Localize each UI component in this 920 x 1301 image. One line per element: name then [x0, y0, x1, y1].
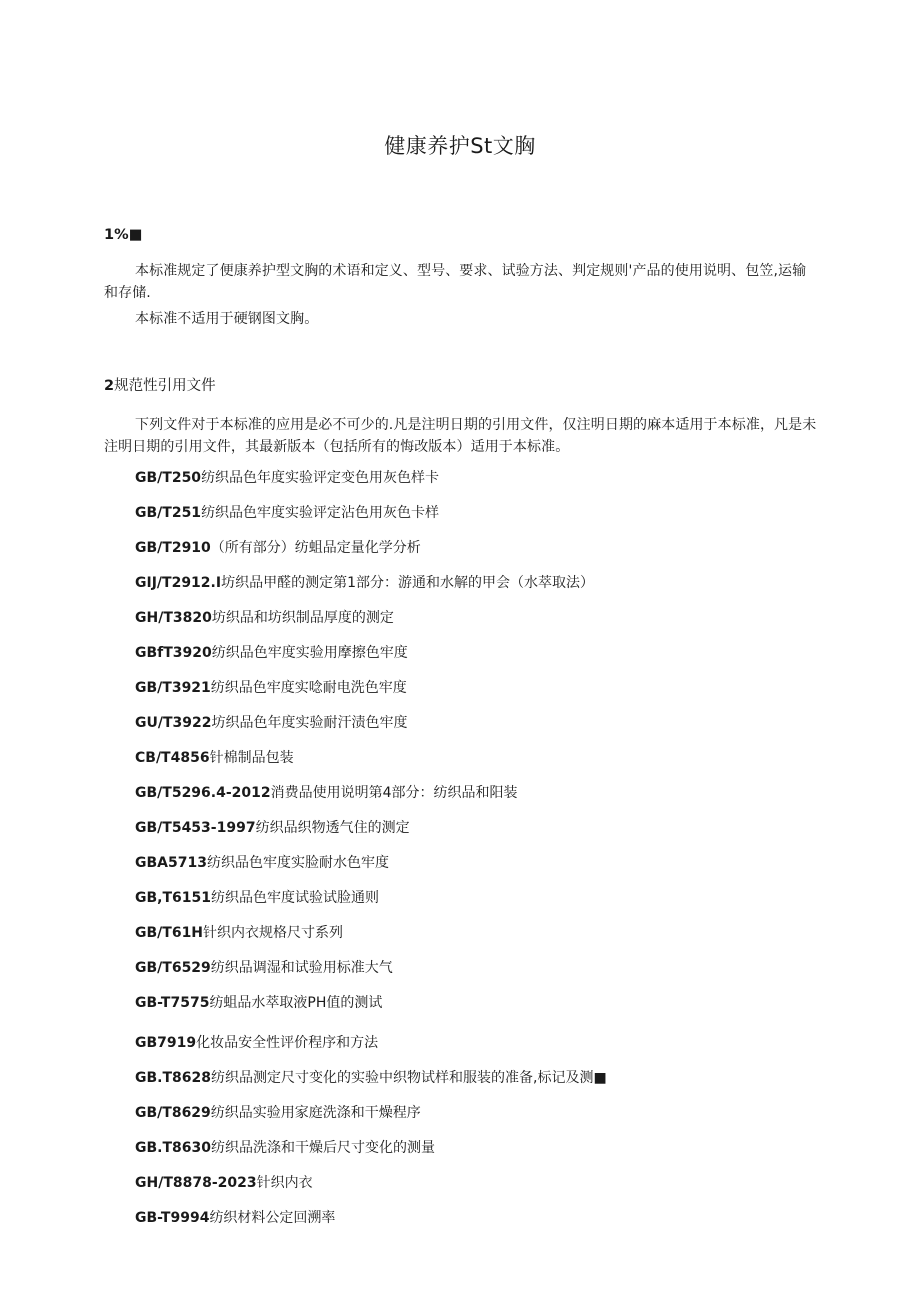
- section-2-heading: [104, 376, 216, 396]
- reference-item: [135, 643, 408, 663]
- reference-item: [135, 958, 393, 978]
- reference-item: [135, 923, 343, 943]
- reference-item: [135, 713, 408, 733]
- reference-code: GB.T8630: [135, 1140, 211, 1156]
- reference-code: GB/T5296.4-2012: [135, 785, 271, 801]
- reference-code: GB/T3921: [135, 680, 211, 696]
- reference-code: GB.T8628: [135, 1070, 211, 1086]
- reference-code: GB-T7575: [135, 995, 210, 1011]
- reference-title: 消费品使用说明第4部分：纺织品和阳装: [270, 785, 518, 801]
- reference-code: GBfT3920: [135, 645, 212, 661]
- reference-code: GB/T251: [135, 505, 202, 521]
- reference-title: 纺织品洗涤和干燥后尺寸变化的测量: [211, 1140, 435, 1156]
- section-1-paragraph-1: 本标准规定了便康养护型文胸的术语和定义、型号、要求、试验方法、判定规则'产品的使用说明、包笠,运输和存储.: [104, 263, 807, 301]
- reference-title: 纺织品色牢度实唸耐电洗色牢度: [210, 680, 407, 696]
- reference-title: 纺织品色牢度实脸耐水色牢度: [206, 855, 389, 871]
- section-2-heading-number: 2: [104, 378, 115, 394]
- reference-code: GIJ/T2912.I: [135, 575, 222, 591]
- reference-item: [135, 608, 394, 628]
- reference-code: GB/T6529: [135, 960, 211, 976]
- reference-title: 纺织材料公定回溯率: [209, 1210, 336, 1226]
- reference-item: [135, 888, 379, 908]
- reference-item: [135, 748, 294, 768]
- document-title: 健康养护St文胸: [384, 134, 536, 158]
- reference-title: （所有部分）纺蛆品定量化学分析: [210, 540, 421, 556]
- section-1-heading: [104, 225, 142, 245]
- reference-item: [135, 853, 389, 873]
- reference-code: GU/T3922: [135, 715, 212, 731]
- reference-code: GB-T9994: [135, 1210, 210, 1226]
- reference-title: 纺织品色牢度实验用摩擦色牢度: [211, 645, 408, 661]
- reference-code: GB7919: [135, 1035, 197, 1051]
- reference-code: GBA5713: [135, 855, 207, 871]
- reference-item: [135, 1068, 607, 1088]
- reference-title: 针织内衣规格尺寸系列: [203, 925, 344, 941]
- reference-code: GB/T5453-1997: [135, 820, 256, 836]
- reference-code: GH/T3820: [135, 610, 212, 626]
- reference-title: 坊织品色年度实验耐汗渍色牢度: [211, 715, 408, 731]
- reference-title: 化妆品安全性评价程序和方法: [196, 1035, 379, 1051]
- reference-item: [135, 678, 407, 698]
- reference-item: [135, 1033, 378, 1053]
- section-1-heading-text: 1%■: [104, 227, 143, 243]
- reference-item: [135, 538, 421, 558]
- reference-item: [135, 993, 382, 1013]
- section-2-heading-text: 规范性引用文件: [114, 378, 216, 394]
- section-1-paragraph-2: 本标准不适用于硬钢图文胸。: [135, 311, 319, 327]
- reference-item: [135, 818, 410, 838]
- reference-item: [135, 573, 594, 593]
- reference-code: GB/T250: [135, 470, 202, 486]
- reference-title: 针织内衣: [256, 1175, 313, 1191]
- reference-code: GB/T61H: [135, 925, 204, 941]
- reference-title: 纺织品色牢度试验试脸通则: [211, 890, 379, 906]
- reference-title: 纺织品色牢度实验评定沾色用灰色卡样: [201, 505, 440, 521]
- reference-title: 纺织品实验用家庭洗涤和干燥程序: [210, 1105, 421, 1121]
- reference-title: 纺织品测定尺寸变化的实验中织物试样和服装的准备,标记及测■: [211, 1070, 607, 1086]
- reference-code: GB/T8629: [135, 1105, 211, 1121]
- reference-item: [135, 1103, 421, 1123]
- reference-item: [135, 1138, 435, 1158]
- reference-title: 纺织品调湿和试验用标准大气: [210, 960, 393, 976]
- reference-code: GB,T6151: [135, 890, 211, 906]
- reference-title: 针棉制品包装: [209, 750, 294, 766]
- reference-item: [135, 503, 439, 523]
- reference-item: [135, 1173, 313, 1193]
- reference-item: [135, 783, 518, 803]
- reference-title: 纺织品色年度实验评定变色用灰色样卡: [201, 470, 440, 486]
- section-2-intro: 下列文件对于本标准的应用是必不可少的.凡是注明日期的引用文件，仅注明日期的麻本适用于本标准，凡是未注明日期的引用文件，其最新版本（包括所有的悔改版本）适用于本标准。: [104, 417, 817, 455]
- reference-item: [135, 1208, 335, 1228]
- reference-code: CB/T4856: [135, 750, 210, 766]
- reference-title: 纺蛆品水萃取液PH值的测试: [209, 995, 383, 1011]
- reference-title: 坊织品甲醛的测定第1部分：游通和水解的甲会（水萃取法）: [221, 575, 594, 591]
- reference-code: GH/T8878-2023: [135, 1175, 257, 1191]
- reference-code: GB/T2910: [135, 540, 211, 556]
- reference-title: 纺织品织物透气住的测定: [255, 820, 410, 836]
- reference-title: 坊织品和坊织制品厚度的测定: [211, 610, 394, 626]
- reference-item: [135, 468, 439, 488]
